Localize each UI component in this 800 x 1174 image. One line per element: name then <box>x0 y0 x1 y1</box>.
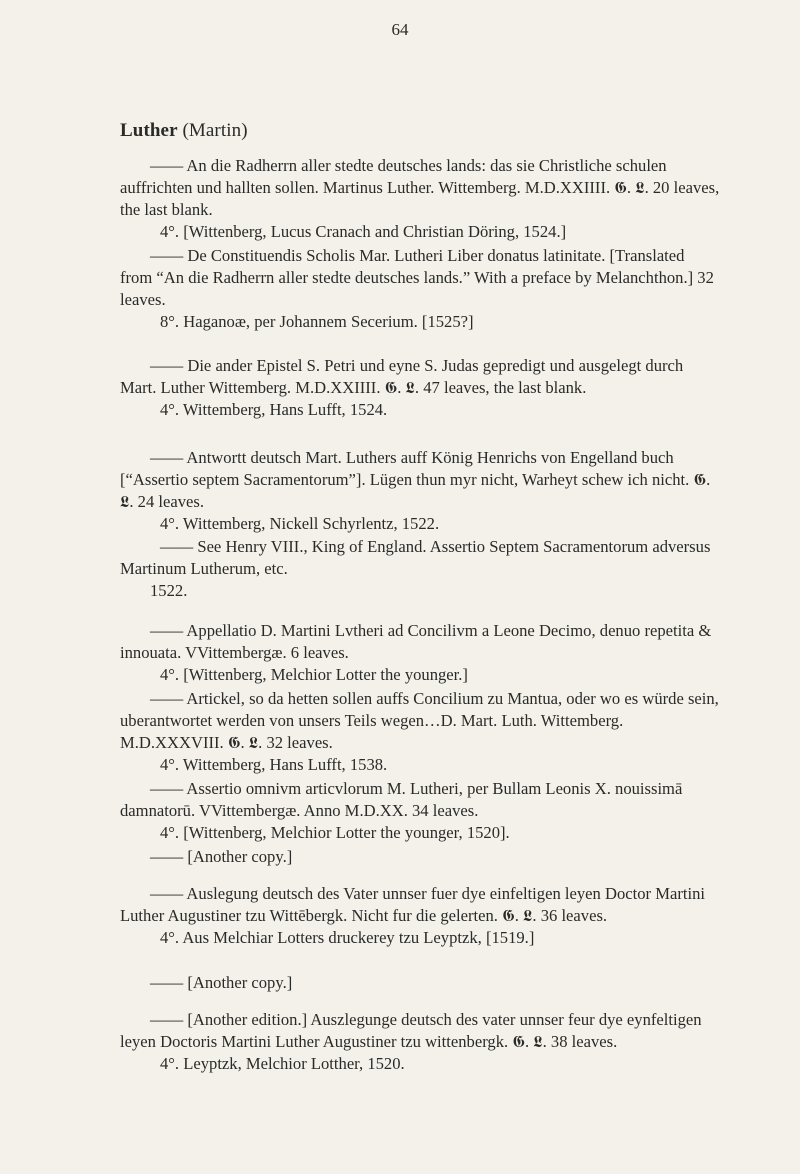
entry-title: —— Artickel, so da hetten sollen auffs Concilium zu Mantua, oder wo es würde sein, uberantwortet werden von unsers Teils wegen…D. Mart. Luth. Wittemberg. M.D.XXXVIII. 𝕲. 𝕷. 32 leaves. <box>120 689 719 752</box>
entry-title: —— Assertio omnivm articvlorum M. Lutheri, per Bullam Leonis X. nouissimā damnatorū. VVittembergæ. Anno M.D.XX. 34 leaves. <box>120 779 683 820</box>
catalogue-entry <box>120 245 720 333</box>
entry-title: —— Die ander Epistel S. Petri und eyne S. Judas gepredigt und ausgelegt durch Mart. Luther Wittemberg. M.D.XXIIII. 𝕲. 𝕷. 47 leaves, the last blank. <box>120 356 684 397</box>
entry-title: —— Auslegung deutsch des Vater unnser fuer dye einfeltigen leyen Doctor Martini Luther Augustiner tzu Wittēbergk. Nicht fur die gelerten. 𝕲. 𝕷. 36 leaves. <box>120 884 705 925</box>
author-forename: (Martin) <box>182 120 248 141</box>
entry-imprint: 4°. [Wittenberg, Lucus Cranach and Christian Döring, 1524.] <box>160 222 567 241</box>
catalogue-entry <box>120 155 720 243</box>
entry-title: —— [Another copy.] <box>150 973 293 992</box>
entry-imprint: 4°. Wittemberg, Nickell Schyrlentz, 1522. <box>160 514 440 533</box>
entry-title: —— An die Radherrn aller stedte deutsches lands: das sie Christliche schulen auffrichten und hallten sollen. Martinus Luther. Wittemberg. M.D.XXIIII. 𝕲. 𝕷. 20 leaves, the last blank. <box>120 156 720 219</box>
catalogue-entry <box>120 688 720 776</box>
author-surname: Luther <box>120 120 178 141</box>
entry-title: —— [Another copy.] <box>150 847 293 866</box>
entry-imprint: 4°. Aus Melchiar Lotters druckerey tzu Leyptzk, [1519.] <box>160 928 535 947</box>
entry-title: —— [Another edition.] Auszlegunge deutsch des vater unnser feur dye eynfeltigen leyen Doctoris Martini Luther Augustiner tzu wittenbergk. 𝕲. 𝕷. 38 leaves. <box>120 1010 702 1051</box>
entry-title: —— Appellatio D. Martini Lvtheri ad Concilivm a Leone Decimo, denuo repetita & innouata. VVittembergæ. 6 leaves. <box>120 621 712 662</box>
entry-imprint: 4°. Leyptzk, Melchior Lotther, 1520. <box>160 1054 405 1073</box>
entry-imprint: 4°. [Wittenberg, Melchior Lotter the younger.] <box>160 665 468 684</box>
entry-imprint: 1522. <box>150 581 188 600</box>
catalogue-entry <box>120 1009 720 1075</box>
catalogue-entry <box>120 972 720 994</box>
entry-imprint: 4°. Wittemberg, Hans Lufft, 1524. <box>160 400 388 419</box>
catalogue-entry <box>120 536 720 602</box>
catalogue-entry <box>120 778 720 844</box>
entry-imprint: 8°. Haganoæ, per Johannem Secerium. [1525?] <box>160 312 474 331</box>
entry-imprint: 4°. [Wittenberg, Melchior Lotter the younger, 1520]. <box>160 823 510 842</box>
entry-imprint: 4°. Wittemberg, Hans Lufft, 1538. <box>160 755 388 774</box>
entry-title: —— Antwortt deutsch Mart. Luthers auff König Henrichs von Engelland buch [“Assertio septem Sacramentorum”]. Lügen thun myr nicht, Warheyt schew ich nicht. 𝕲. 𝕷. 24 leaves. <box>120 448 711 511</box>
entry-title: —— De Constituendis Scholis Mar. Lutheri Liber donatus latinitate. [Translated from “An die Radherrn aller stedte deutsches lands.” With a preface by Melanchthon.] 32 leaves. <box>120 246 714 309</box>
catalogue-entry <box>120 355 720 421</box>
catalogue-entry <box>120 447 720 535</box>
page-number: 64 <box>391 20 409 39</box>
catalogue-entry <box>120 846 720 868</box>
author-heading <box>120 120 248 142</box>
catalogue-entry <box>120 620 720 686</box>
catalogue-entry <box>120 883 720 949</box>
entry-title: —— See Henry VIII., King of England. Assertio Septem Sacramentorum adversus Martinum Lutherum, etc. <box>120 537 711 578</box>
